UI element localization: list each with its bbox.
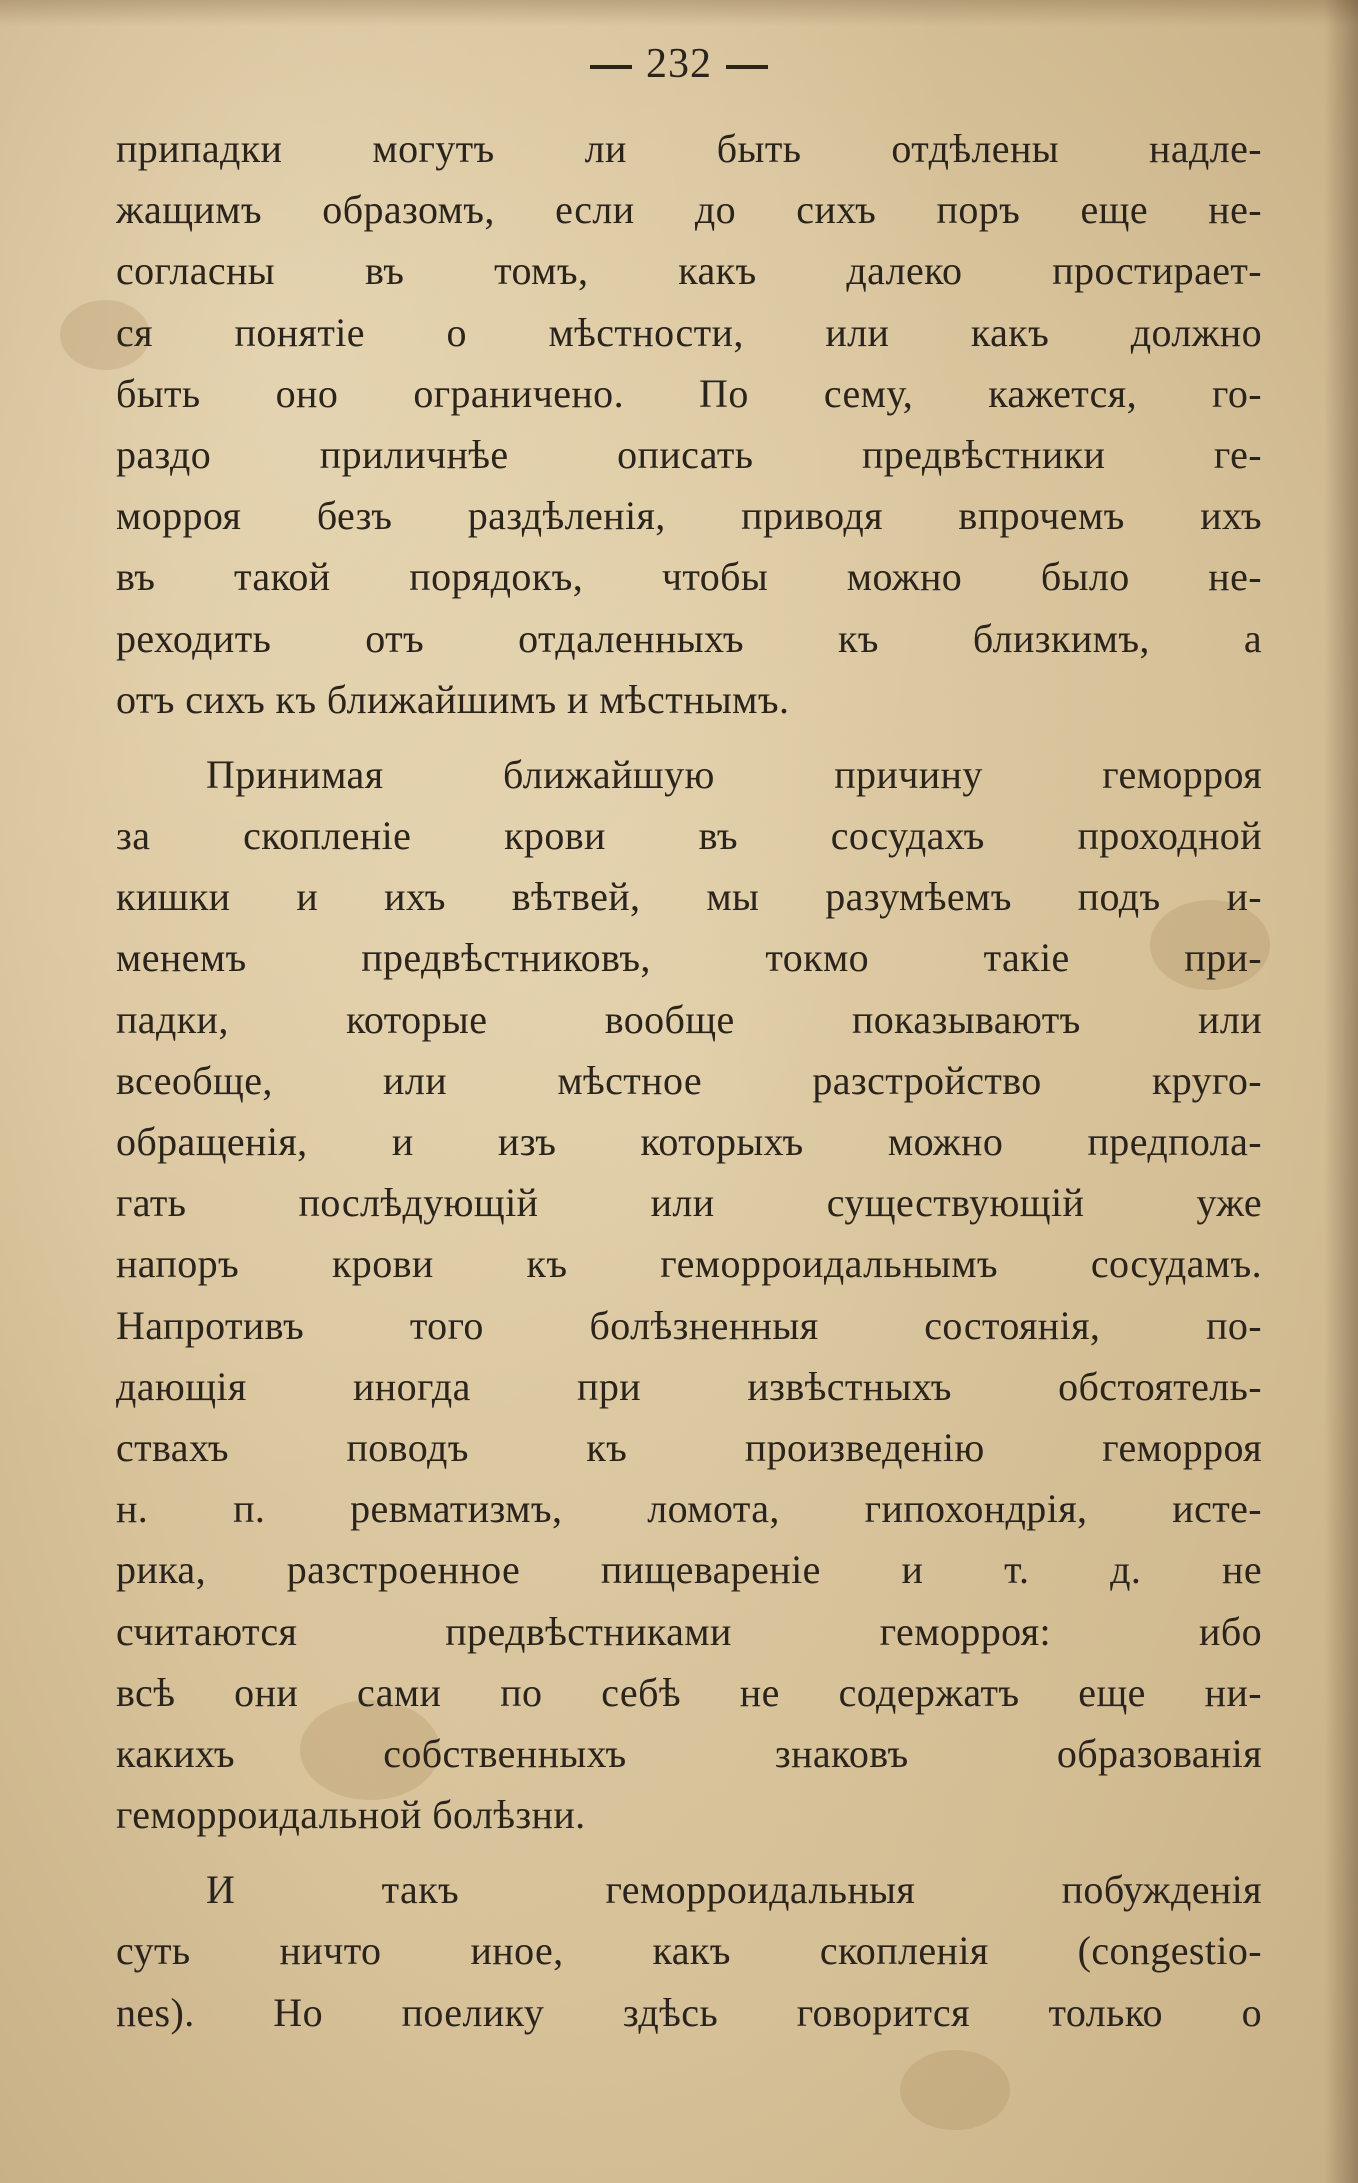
text-line: отъ сихъ къ ближайшимъ и мѣстнымъ. [116,676,790,722]
body-text [116,118,1262,2043]
text-line: морроя безъ раздѣленія, приводя впрочемъ ихъ [116,493,1262,539]
text-line: реходить отъ отдаленныхъ къ близкимъ, а [116,615,1262,661]
text-line: всеобще, или мѣстное разстройство круго- [116,1057,1262,1103]
paper-stain [900,2050,1010,2130]
text-line: обращенія, и изъ которыхъ можно предпола- [116,1119,1262,1164]
text-line: припадки могутъ ли быть отдѣлены надле- [116,126,1262,171]
text-line: падки, которые вообще показываютъ или [116,996,1262,1042]
text-line: какихъ собственныхъ знаковъ образованія [116,1730,1262,1776]
text-line: дающія иногда при извѣстныхъ обстоятель- [116,1363,1262,1409]
paragraph [116,1859,1262,2043]
text-line: напоръ крови къ геморроидальнымъ сосудамъ. [116,1241,1262,1287]
text-line: ствахъ поводъ къ произведенію геморроя [116,1424,1262,1470]
text-line: за скопленіе крови въ сосудахъ проходной [116,813,1262,859]
text-line: суть ничто иное, какъ скопленія (congestio- [116,1928,1262,1974]
text-line: менемъ предвѣстниковъ, токмо такіе при- [116,935,1262,981]
running-head [0,38,1358,90]
text-line: Напротивъ того болѣзненныя состоянія, по- [116,1302,1262,1348]
text-line: согласны въ томъ, какъ далеко простирает- [116,248,1262,294]
text-line: въ такой порядокъ, чтобы можно было не- [116,554,1262,600]
text-line: раздо приличнѣе описать предвѣстники ге- [116,431,1262,477]
paragraph-gap [116,1845,1262,1859]
header-dash-right [726,65,768,69]
text-line: И такъ геморроидальныя побужденія [206,1867,1262,1913]
text-line: быть оно ограничено. По сему, кажется, го- [116,370,1262,416]
paragraph-gap [116,730,1262,744]
text-line: nes). Но поелику здѣсь говорится только о [116,1989,1262,2035]
paragraph [116,118,1262,730]
header-dash-left [590,65,632,69]
text-line: жащимъ образомъ, если до сихъ поръ еще не- [116,187,1262,233]
text-line: рика, разстроенное пищевареніе и т. д. не [116,1547,1262,1593]
paragraph [116,744,1262,1845]
page-top-shadow [0,0,1358,26]
text-line: считаются предвѣстниками геморроя: ибо [116,1608,1262,1654]
text-line: н. п. ревматизмъ, ломота, гипохондрія, исте- [116,1486,1262,1532]
text-line: гать послѣдующій или существующій уже [116,1180,1262,1226]
page-number: 232 [646,41,712,87]
page-edge-shadow [1324,0,1358,2183]
text-line: геморроидальной болѣзни. [116,1792,586,1838]
text-line: всѣ они сами по себѣ не содержатъ еще ни- [116,1669,1262,1715]
text-line: кишки и ихъ вѣтвей, мы разумѣемъ подъ и- [116,874,1262,920]
text-line: Принимая ближайшую причину геморроя [206,751,1262,797]
text-line: ся понятіе о мѣстности, или какъ должно [116,309,1262,355]
